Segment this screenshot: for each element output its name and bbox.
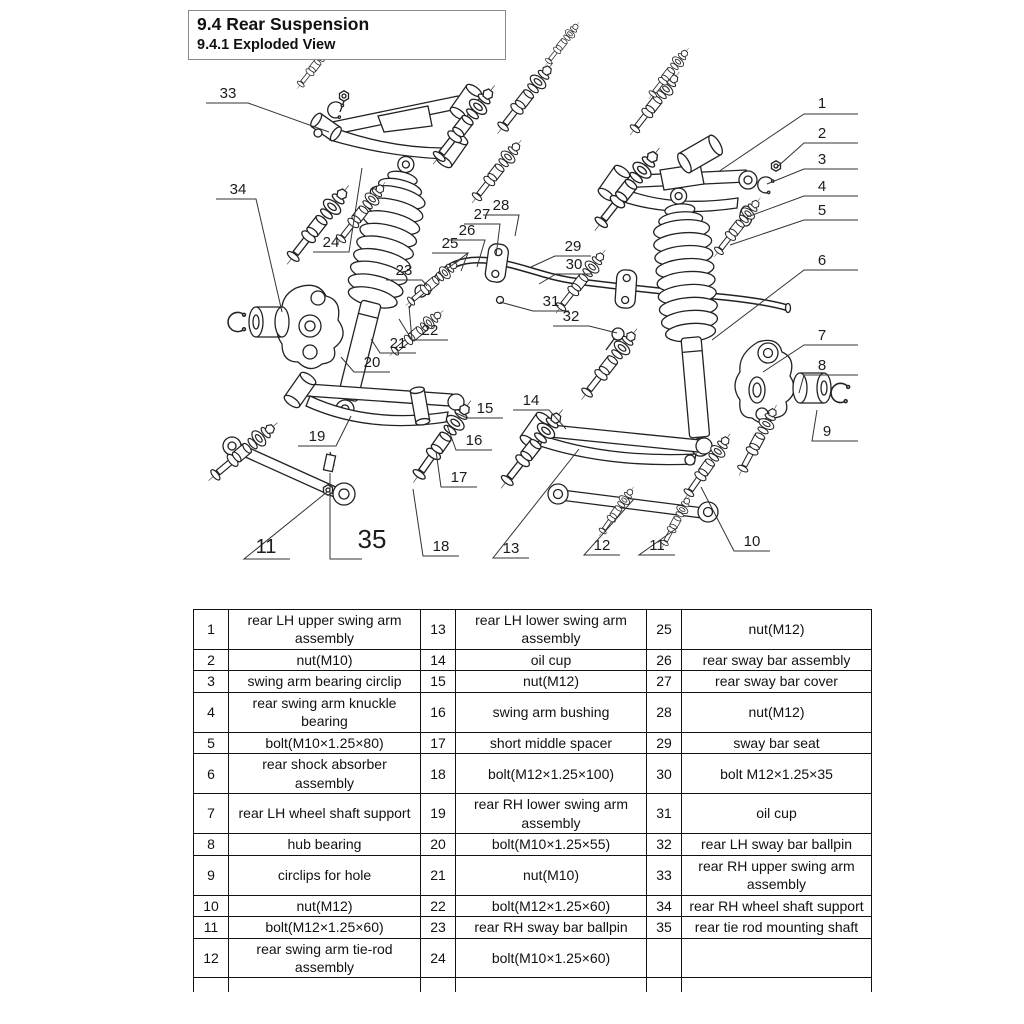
- part-desc-cell: rear LH wheel shaft support: [229, 794, 421, 834]
- callout-number: 11: [649, 537, 665, 554]
- part-number-cell: 26: [647, 649, 682, 670]
- callout-number: 29: [564, 238, 582, 255]
- part-desc-cell: rear tie rod mounting shaft: [682, 917, 872, 938]
- empty-cell: [421, 978, 456, 993]
- callout-number: 4: [817, 178, 827, 195]
- section-title-box: [188, 10, 506, 60]
- callout-number: 27: [473, 206, 491, 223]
- table-row: [194, 610, 872, 650]
- callout-number: 33: [219, 85, 237, 102]
- table-row: [194, 671, 872, 692]
- part-desc-cell: short middle spacer: [456, 732, 647, 753]
- circlip-lh: [228, 312, 245, 331]
- part-number-cell: [647, 938, 682, 978]
- part-desc-cell: hub bearing: [229, 834, 421, 855]
- part-number-cell: 7: [194, 794, 229, 834]
- part-number-cell: 32: [647, 834, 682, 855]
- part-desc-cell: nut(M12): [229, 895, 421, 916]
- part-desc-cell: rear sway bar assembly: [682, 649, 872, 670]
- part-number-cell: 10: [194, 895, 229, 916]
- section-title: 9.4 Rear Suspension: [197, 14, 370, 34]
- rear-shock-absorber-rh: [649, 186, 730, 459]
- empty-cell: [194, 978, 229, 993]
- part-desc-cell: rear RH lower swing arm assembly: [456, 794, 647, 834]
- part-number-cell: 22: [421, 895, 456, 916]
- part-number-cell: 31: [647, 794, 682, 834]
- table-row: [194, 732, 872, 753]
- table-row: [194, 794, 872, 834]
- part-number-cell: 4: [194, 692, 229, 732]
- part-number-cell: 20: [421, 834, 456, 855]
- hub-bearing-rh: [793, 373, 831, 403]
- callout-number: 5: [817, 202, 827, 219]
- callout-number: 10: [743, 533, 761, 550]
- callout-number: 16: [465, 432, 483, 449]
- part-number-cell: 29: [647, 732, 682, 753]
- part-number-cell: 33: [647, 855, 682, 895]
- circlip-rh: [830, 382, 850, 404]
- table-row: [194, 978, 872, 993]
- part-number-cell: 1: [194, 610, 229, 650]
- part-desc-cell: nut(M10): [456, 855, 647, 895]
- empty-cell: [682, 978, 872, 993]
- callout-number: 35: [357, 524, 387, 554]
- part-desc-cell: rear RH wheel shaft support: [682, 895, 872, 916]
- part-number-cell: 24: [421, 938, 456, 978]
- callout-number: 21: [389, 335, 407, 352]
- callout-number: 3: [817, 151, 827, 168]
- callout-number: 26: [458, 222, 476, 239]
- part-desc-cell: rear swing arm knuckle bearing: [229, 692, 421, 732]
- part-desc-cell: bolt(M12×1.25×60): [229, 917, 421, 938]
- part-number-cell: 3: [194, 671, 229, 692]
- callout-number: 34: [229, 181, 247, 198]
- callout-number: 25: [441, 235, 459, 252]
- part-number-cell: 35: [647, 917, 682, 938]
- part-number-cell: 34: [647, 895, 682, 916]
- part-number-cell: 27: [647, 671, 682, 692]
- part-number-cell: 5: [194, 732, 229, 753]
- empty-cell: [647, 978, 682, 993]
- hub-bearing-lh: [249, 307, 289, 337]
- table-row: [194, 692, 872, 732]
- part-desc-cell: rear RH upper swing arm assembly: [682, 855, 872, 895]
- part-number-cell: 23: [421, 917, 456, 938]
- callout-number: 12: [593, 537, 611, 554]
- part-number-cell: 12: [194, 938, 229, 978]
- empty-cell: [229, 978, 421, 993]
- callout-leader-line: [767, 169, 858, 184]
- callout-number: 2: [817, 125, 827, 142]
- part-desc-cell: rear LH sway bar ballpin: [682, 834, 872, 855]
- part-desc-cell: [682, 938, 872, 978]
- callout-number: 31: [542, 293, 560, 310]
- part-desc-cell: rear sway bar cover: [682, 671, 872, 692]
- part-desc-cell: nut(M12): [456, 671, 647, 692]
- table-row: [194, 917, 872, 938]
- part-number-cell: 13: [421, 610, 456, 650]
- part-number-cell: 17: [421, 732, 456, 753]
- callout-leader-line: [206, 103, 329, 132]
- part-desc-cell: nut(M10): [229, 649, 421, 670]
- rear-lh-lower-swing-arm: [282, 370, 464, 426]
- callout-number: 14: [522, 392, 540, 409]
- part-number-cell: 19: [421, 794, 456, 834]
- callout-number: 19: [308, 428, 326, 445]
- part-number-cell: 30: [647, 754, 682, 794]
- table-row: [194, 855, 872, 895]
- part-desc-cell: sway bar seat: [682, 732, 872, 753]
- part-desc-cell: oil cup: [456, 649, 647, 670]
- part-number-cell: 9: [194, 855, 229, 895]
- part-desc-cell: bolt M12×1.25×35: [682, 754, 872, 794]
- callout-number: 15: [476, 400, 494, 417]
- callout-number: 6: [817, 252, 827, 269]
- part-desc-cell: rear LH upper swing arm assembly: [229, 610, 421, 650]
- part-desc-cell: bolt(M10×1.25×60): [456, 938, 647, 978]
- sway-bar-clamp-right: [615, 269, 638, 308]
- part-desc-cell: rear LH lower swing arm assembly: [456, 610, 647, 650]
- callout-number: 13: [502, 540, 520, 557]
- part-desc-cell: nut(M12): [682, 692, 872, 732]
- part-desc-cell: swing arm bushing: [456, 692, 647, 732]
- callout-number: 8: [817, 357, 827, 374]
- callout-number: 7: [817, 327, 827, 344]
- part-number-cell: 15: [421, 671, 456, 692]
- part-desc-cell: bolt(M12×1.25×100): [456, 754, 647, 794]
- callout-number: 1: [817, 95, 827, 112]
- empty-cell: [456, 978, 647, 993]
- part-number-cell: 21: [421, 855, 456, 895]
- part-desc-cell: rear shock absorber assembly: [229, 754, 421, 794]
- table-row: [194, 649, 872, 670]
- callout-leader-line: [747, 196, 858, 217]
- callout-number: 17: [450, 469, 468, 486]
- callout-number: 24: [322, 234, 340, 251]
- part-number-cell: 2: [194, 649, 229, 670]
- rear-rh-wheel-shaft-support: [735, 340, 794, 423]
- part-number-cell: 25: [647, 610, 682, 650]
- part-desc-cell: circlips for hole: [229, 855, 421, 895]
- part-number-cell: 28: [647, 692, 682, 732]
- parts-table-body: [194, 610, 872, 993]
- callout-number: 9: [822, 423, 832, 440]
- part-desc-cell: bolt(M12×1.25×60): [456, 895, 647, 916]
- part-number-cell: 6: [194, 754, 229, 794]
- callout-number: 23: [395, 262, 413, 279]
- diagram-art: [203, 19, 850, 551]
- callout-number: 20: [363, 354, 381, 371]
- table-row: [194, 938, 872, 978]
- callout-number: 30: [565, 256, 583, 273]
- callout-leader-line: [553, 326, 617, 333]
- callout-number: 22: [421, 322, 439, 339]
- callout-number: 18: [432, 538, 450, 555]
- part-desc-cell: bolt(M10×1.25×80): [229, 732, 421, 753]
- part-number-cell: 18: [421, 754, 456, 794]
- callout-number: 32: [562, 308, 580, 325]
- part-desc-cell: nut(M12): [682, 610, 872, 650]
- part-number-cell: 16: [421, 692, 456, 732]
- callout-number: 11: [255, 536, 277, 558]
- part-desc-cell: rear swing arm tie-rod assembly: [229, 938, 421, 978]
- callout-leader-line: [812, 410, 858, 441]
- section-subtitle: 9.4.1 Exploded View: [197, 36, 336, 53]
- parts-table: [193, 609, 872, 992]
- part-desc-cell: swing arm bearing circlip: [229, 671, 421, 692]
- part-number-cell: 8: [194, 834, 229, 855]
- table-row: [194, 754, 872, 794]
- callout-number: 28: [492, 197, 510, 214]
- part-number-cell: 11: [194, 917, 229, 938]
- table-row: [194, 895, 872, 916]
- part-desc-cell: oil cup: [682, 794, 872, 834]
- part-number-cell: 14: [421, 649, 456, 670]
- callout-leader-line: [216, 199, 282, 312]
- part-desc-cell: bolt(M10×1.25×55): [456, 834, 647, 855]
- part-desc-cell: rear RH sway bar ballpin: [456, 917, 647, 938]
- table-row: [194, 834, 872, 855]
